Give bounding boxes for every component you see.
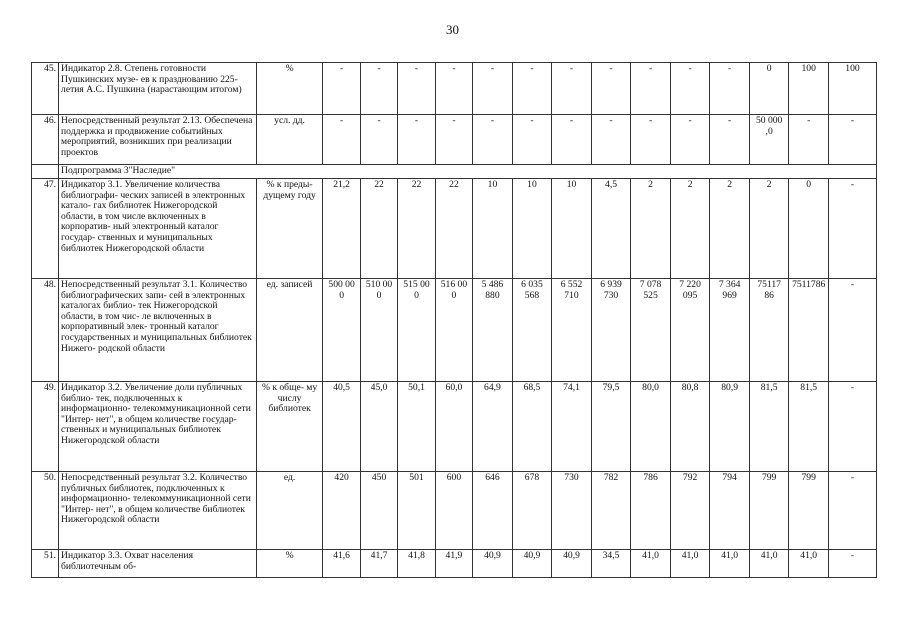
value-cell: 41,9 xyxy=(435,550,472,578)
row-description: Индикатор 3.2. Увеличение доли публичных библио- тек, подключенных к информационно- телекоммуникационной сети "Интер- нет", в общем количестве государ- ственных и муниципальных библиотек Нижегородской области xyxy=(59,382,257,472)
value-cell: 45,0 xyxy=(360,382,397,472)
table-row xyxy=(32,115,877,165)
row-number: 49. xyxy=(32,382,59,472)
value-cell: 41,0 xyxy=(789,550,829,578)
value-cell: 6 552 710 xyxy=(552,279,592,382)
subprogram-row xyxy=(32,165,877,179)
value-cell: - xyxy=(473,115,513,165)
value-cell: 730 xyxy=(552,472,592,550)
subprogram-title: Подпрограмма 3"Наследие" xyxy=(59,165,877,179)
value-cell: 80,8 xyxy=(670,382,710,472)
value-cell: 34,5 xyxy=(591,550,631,578)
value-cell: - xyxy=(631,115,671,165)
page-number: 30 xyxy=(446,22,459,37)
value-cell: 50,1 xyxy=(398,382,435,472)
value-cell: 7 364 969 xyxy=(710,279,750,382)
value-cell: 4,5 xyxy=(591,179,631,279)
trailing-cell: - xyxy=(828,279,876,382)
value-cell: 2 xyxy=(710,179,750,279)
value-cell: 40,9 xyxy=(512,550,552,578)
value-cell: 68,5 xyxy=(512,382,552,472)
row-unit: % xyxy=(256,63,323,115)
value-cell: 81,5 xyxy=(789,382,829,472)
value-cell: - xyxy=(631,63,671,115)
value-cell: 2 xyxy=(749,179,789,279)
table-row xyxy=(32,382,877,472)
value-cell: 41,0 xyxy=(631,550,671,578)
value-cell: - xyxy=(323,115,360,165)
value-cell: 782 xyxy=(591,472,631,550)
value-cell: 0 xyxy=(749,63,789,115)
value-cell: - xyxy=(552,63,592,115)
row-number: 50. xyxy=(32,472,59,550)
value-cell: 75117 86 xyxy=(749,279,789,382)
indicator-table xyxy=(31,62,877,578)
value-cell: - xyxy=(398,115,435,165)
row-number: 48. xyxy=(32,279,59,382)
value-cell: 41,0 xyxy=(749,550,789,578)
table-row xyxy=(32,279,877,382)
value-cell: 786 xyxy=(631,472,671,550)
value-cell: 6 035 568 xyxy=(512,279,552,382)
value-cell: 794 xyxy=(710,472,750,550)
value-cell: 100 xyxy=(828,63,876,115)
value-cell: 60,0 xyxy=(435,382,472,472)
value-cell: - xyxy=(552,115,592,165)
table-body xyxy=(32,63,877,578)
row-description: Индикатор 2.8. Степень готовности Пушкинских музе- ев к празднованию 225-летия А.С. Пушкина (нарастающим итогом) xyxy=(59,63,257,115)
value-cell: - xyxy=(512,63,552,115)
row-number: 51. xyxy=(32,550,59,578)
value-cell: 74,1 xyxy=(552,382,592,472)
value-cell: - xyxy=(398,63,435,115)
value-cell: 7 220 095 xyxy=(670,279,710,382)
row-number-cell xyxy=(32,165,59,179)
value-cell: 500 00 0 xyxy=(323,279,360,382)
value-cell: 41,0 xyxy=(670,550,710,578)
value-cell: - xyxy=(591,63,631,115)
value-cell: - xyxy=(323,63,360,115)
value-cell: 50 000 ,0 xyxy=(749,115,789,165)
value-cell: - xyxy=(473,63,513,115)
value-cell: - xyxy=(710,115,750,165)
value-cell: 80,0 xyxy=(631,382,671,472)
value-cell: 41,8 xyxy=(398,550,435,578)
value-cell: 450 xyxy=(360,472,397,550)
value-cell: 799 xyxy=(789,472,829,550)
table-row xyxy=(32,63,877,115)
value-cell: 6 939 730 xyxy=(591,279,631,382)
value-cell: 516 00 0 xyxy=(435,279,472,382)
value-cell: - xyxy=(828,115,876,165)
trailing-cell: - xyxy=(828,382,876,472)
trailing-cell: - xyxy=(828,550,876,578)
row-description: Непосредственный результат 2.13. Обеспечена поддержка и продвижение событийных мероприятий, возникших при реализации проектов xyxy=(59,115,257,165)
value-cell: 40,9 xyxy=(473,550,513,578)
value-cell: 678 xyxy=(512,472,552,550)
row-description: Непосредственный результат 3.2. Количество публичных библиотек, подключенных к информационно- телекоммуникационной сети "Интер- нет", в общем количестве библиотек Нижегородской области xyxy=(59,472,257,550)
value-cell: 7 078 525 xyxy=(631,279,671,382)
value-cell: 40,9 xyxy=(552,550,592,578)
value-cell: 10 xyxy=(512,179,552,279)
value-cell: 515 00 0 xyxy=(398,279,435,382)
value-cell: 10 xyxy=(473,179,513,279)
value-cell: 64,9 xyxy=(473,382,513,472)
table-row xyxy=(32,472,877,550)
value-cell: - xyxy=(512,115,552,165)
value-cell: - xyxy=(710,63,750,115)
value-cell: 10 xyxy=(552,179,592,279)
value-cell: 0 xyxy=(789,179,829,279)
value-cell: - xyxy=(360,63,397,115)
value-cell: - xyxy=(435,63,472,115)
row-unit: усл. дд. xyxy=(256,115,323,165)
value-cell: 41,7 xyxy=(360,550,397,578)
row-unit: % к обще- му числу библиотек xyxy=(256,382,323,472)
value-cell: 646 xyxy=(473,472,513,550)
value-cell: 501 xyxy=(398,472,435,550)
value-cell: 81,5 xyxy=(749,382,789,472)
row-number: 46. xyxy=(32,115,59,165)
value-cell: 2 xyxy=(670,179,710,279)
value-cell: 22 xyxy=(360,179,397,279)
row-description: Индикатор 3.3. Охват населения библиотечным об- xyxy=(59,550,257,578)
value-cell: 5 486 880 xyxy=(473,279,513,382)
value-cell: - xyxy=(435,115,472,165)
value-cell: 21,2 xyxy=(323,179,360,279)
value-cell: 22 xyxy=(435,179,472,279)
value-cell: 600 xyxy=(435,472,472,550)
value-cell: 41,6 xyxy=(323,550,360,578)
row-description: Непосредственный результат 3.1. Количество библиографических запи- сей в электронных каталогах библио- тек Нижегородской области, в том чис- ле включенных в корпоративный элек- тронный каталог государственных и муниципальных библиотек Нижего- родской области xyxy=(59,279,257,382)
row-unit: ед. xyxy=(256,472,323,550)
row-number: 47. xyxy=(32,179,59,279)
trailing-cell: - xyxy=(828,472,876,550)
table-row xyxy=(32,550,877,578)
row-unit: % к преды- дущему году xyxy=(256,179,323,279)
value-cell: 79,5 xyxy=(591,382,631,472)
value-cell: 100 xyxy=(789,63,829,115)
value-cell: - xyxy=(670,115,710,165)
row-description: Индикатор 3.1. Увеличение количества библиографи- ческих записей в электронных катало- гах библиотек Нижегородской области, в том числе включенных в корпоратив- ный электронный каталог государ- ственных и муниципальных библиотек Нижегородской области xyxy=(59,179,257,279)
value-cell: 7511786 xyxy=(789,279,829,382)
value-cell: 420 xyxy=(323,472,360,550)
value-cell: 80,9 xyxy=(710,382,750,472)
trailing-cell: - xyxy=(828,179,876,279)
row-number: 45. xyxy=(32,63,59,115)
row-unit: ед. записей xyxy=(256,279,323,382)
table-row xyxy=(32,179,877,279)
value-cell: 2 xyxy=(631,179,671,279)
value-cell: 510 00 0 xyxy=(360,279,397,382)
value-cell: - xyxy=(360,115,397,165)
value-cell: 792 xyxy=(670,472,710,550)
value-cell: 41,0 xyxy=(710,550,750,578)
value-cell: 799 xyxy=(749,472,789,550)
value-cell: - xyxy=(591,115,631,165)
value-cell: 40,5 xyxy=(323,382,360,472)
value-cell: - xyxy=(789,115,829,165)
value-cell: 22 xyxy=(398,179,435,279)
row-unit: % xyxy=(256,550,323,578)
value-cell: - xyxy=(670,63,710,115)
